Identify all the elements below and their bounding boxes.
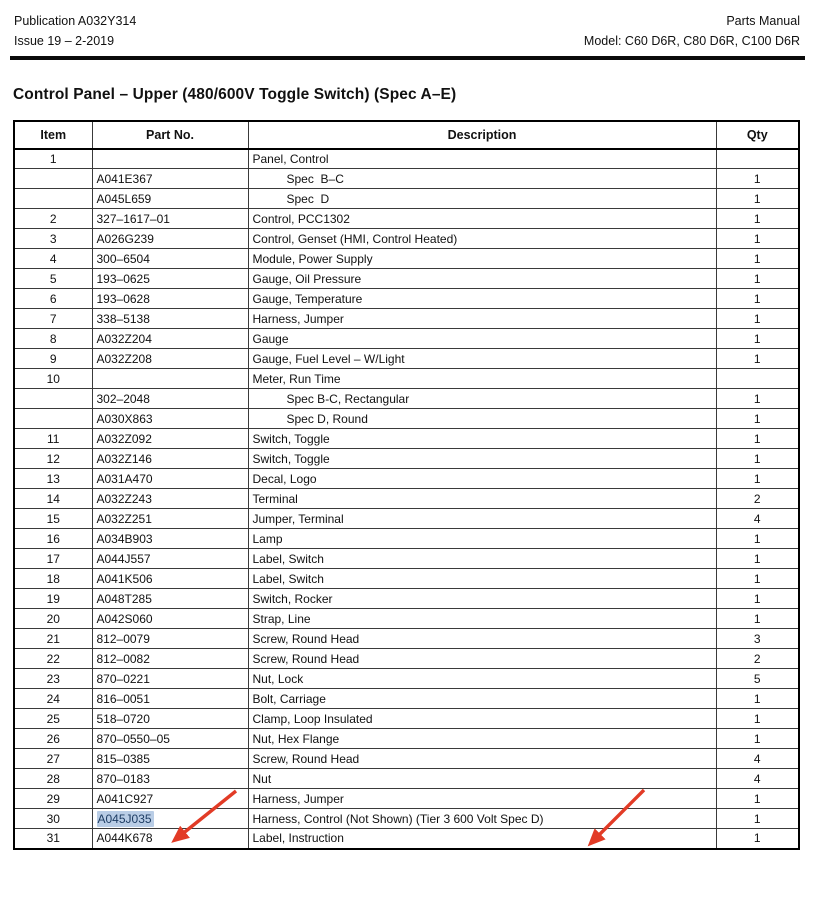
description-cell: Panel, Control [248,149,716,169]
table-row [14,629,799,649]
table-row [14,529,799,549]
table-row [14,689,799,709]
description-cell: Bolt, Carriage [248,689,716,709]
qty-cell: 1 [716,569,799,589]
qty-cell: 2 [716,649,799,669]
part-no-cell: 300–6504 [92,249,248,269]
issue-line: Issue 19 – 2-2019 [14,34,115,48]
page-header [0,0,815,51]
description-cell: Label, Instruction [248,829,716,849]
col-header-qty: Qty [716,121,799,149]
description-cell: Decal, Logo [248,469,716,489]
qty-cell: 4 [716,769,799,789]
qty-cell: 1 [716,269,799,289]
table-row [14,289,799,309]
qty-cell: 1 [716,249,799,269]
item-cell [14,169,92,189]
part-no-cell: 302–2048 [92,389,248,409]
part-no-cell: A034B903 [92,529,248,549]
qty-cell: 1 [716,689,799,709]
qty-cell: 1 [716,289,799,309]
description-cell: Gauge, Oil Pressure [248,269,716,289]
part-no-cell: 812–0082 [92,649,248,669]
item-cell [14,189,92,209]
qty-cell: 1 [716,829,799,849]
part-no-cell [92,149,248,169]
description-cell: Lamp [248,529,716,549]
table-row [14,329,799,349]
table-row [14,149,799,169]
description-cell: Switch, Rocker [248,589,716,609]
part-no-cell: 816–0051 [92,689,248,709]
header-left [14,11,136,51]
qty-cell: 1 [716,469,799,489]
qty-cell: 1 [716,409,799,429]
part-no-cell: 815–0385 [92,749,248,769]
description-cell: Spec B–C [248,169,716,189]
col-header-description: Description [248,121,716,149]
part-no-cell [92,809,248,829]
table-row [14,249,799,269]
table-row [14,309,799,329]
publication-line: Publication A032Y314 [14,14,137,28]
header-divider [10,56,805,60]
part-no-cell: A032Z243 [92,489,248,509]
item-cell: 13 [14,469,92,489]
parts-table [13,120,800,850]
description-cell: Module, Power Supply [248,249,716,269]
item-cell: 18 [14,569,92,589]
item-cell: 8 [14,329,92,349]
part-no-cell: A026G239 [92,229,248,249]
table-row [14,469,799,489]
item-cell: 17 [14,549,92,569]
part-no-cell: A032Z251 [92,509,248,529]
header-right [584,11,800,51]
table-row [14,649,799,669]
part-no-cell: A030X863 [92,409,248,429]
table-row [14,729,799,749]
table-row [14,209,799,229]
part-no-cell: A041C927 [92,789,248,809]
table-row [14,809,799,829]
item-cell: 25 [14,709,92,729]
description-cell: Nut [248,769,716,789]
part-no-cell: 327–1617–01 [92,209,248,229]
description-cell: Label, Switch [248,569,716,589]
qty-cell: 1 [716,209,799,229]
description-cell: Control, Genset (HMI, Control Heated) [248,229,716,249]
item-cell: 24 [14,689,92,709]
item-cell: 14 [14,489,92,509]
table-row [14,449,799,469]
item-cell: 1 [14,149,92,169]
description-cell: Strap, Line [248,609,716,629]
qty-cell [716,149,799,169]
qty-cell: 1 [716,729,799,749]
part-no-cell: A032Z092 [92,429,248,449]
qty-cell: 1 [716,789,799,809]
part-no-cell: 870–0221 [92,669,248,689]
part-no-cell: A032Z208 [92,349,248,369]
part-no-cell: A032Z204 [92,329,248,349]
item-cell: 30 [14,809,92,829]
description-cell: Switch, Toggle [248,429,716,449]
description-cell: Harness, Jumper [248,309,716,329]
part-no-cell: A044J557 [92,549,248,569]
qty-cell: 1 [716,709,799,729]
table-row [14,349,799,369]
item-cell: 27 [14,749,92,769]
part-no-cell: 870–0550–05 [92,729,248,749]
description-cell: Gauge, Temperature [248,289,716,309]
part-no-cell: 193–0628 [92,289,248,309]
description-cell: Control, PCC1302 [248,209,716,229]
item-cell: 11 [14,429,92,449]
qty-cell: 4 [716,749,799,769]
description-cell: Nut, Lock [248,669,716,689]
item-cell: 29 [14,789,92,809]
part-no-cell: A031A470 [92,469,248,489]
item-cell: 3 [14,229,92,249]
table-row [14,569,799,589]
table-row [14,789,799,809]
description-cell: Jumper, Terminal [248,509,716,529]
item-cell: 16 [14,529,92,549]
table-row [14,829,799,849]
model-line: Model: C60 D6R, C80 D6R, C100 D6R [583,34,800,48]
item-cell: 5 [14,269,92,289]
description-cell: Harness, Jumper [248,789,716,809]
description-cell: Switch, Toggle [248,449,716,469]
qty-cell: 1 [716,609,799,629]
table-row [14,169,799,189]
description-cell: Clamp, Loop Insulated [248,709,716,729]
item-cell: 31 [14,829,92,849]
description-cell: Terminal [248,489,716,509]
highlighted-part-number[interactable]: A045J035 [97,811,152,826]
item-cell [14,409,92,429]
item-cell: 15 [14,509,92,529]
table-row [14,429,799,449]
item-cell: 2 [14,209,92,229]
item-cell: 12 [14,449,92,469]
part-no-cell: 338–5138 [92,309,248,329]
part-no-cell: A044K678 [92,829,248,849]
part-no-cell: 193–0625 [92,269,248,289]
manual-type-line: Parts Manual [726,14,800,28]
table-row [14,549,799,569]
part-no-cell: A042S060 [92,609,248,629]
qty-cell: 1 [716,349,799,369]
table-row [14,229,799,249]
description-cell: Harness, Control (Not Shown) (Tier 3 600 Volt Spec D) [248,809,716,829]
item-cell: 4 [14,249,92,269]
qty-cell: 1 [716,389,799,409]
qty-cell: 1 [716,549,799,569]
qty-cell: 1 [716,229,799,249]
table-row [14,369,799,389]
table-row [14,389,799,409]
item-cell: 28 [14,769,92,789]
description-cell: Screw, Round Head [248,749,716,769]
qty-cell: 1 [716,809,799,829]
table-row [14,489,799,509]
description-cell: Nut, Hex Flange [248,729,716,749]
table-row [14,749,799,769]
qty-cell: 1 [716,189,799,209]
table-row [14,769,799,789]
item-cell: 21 [14,629,92,649]
part-no-cell: 870–0183 [92,769,248,789]
part-no-cell [92,369,248,389]
item-cell: 19 [14,589,92,609]
item-cell: 20 [14,609,92,629]
qty-cell: 3 [716,629,799,649]
part-no-cell: A032Z146 [92,449,248,469]
col-header-part-no: Part No. [92,121,248,149]
qty-cell: 1 [716,309,799,329]
item-cell [14,389,92,409]
col-header-item: Item [14,121,92,149]
table-row [14,269,799,289]
description-cell: Label, Switch [248,549,716,569]
table-row [14,589,799,609]
part-no-cell: 518–0720 [92,709,248,729]
table-row [14,609,799,629]
item-cell: 10 [14,369,92,389]
qty-cell: 1 [716,329,799,349]
item-cell: 22 [14,649,92,669]
qty-cell: 1 [716,449,799,469]
item-cell: 9 [14,349,92,369]
header-row [14,121,799,149]
part-no-cell: 812–0079 [92,629,248,649]
table-row [14,669,799,689]
part-no-cell: A048T285 [92,589,248,609]
parts-table-header [14,121,799,149]
item-cell: 6 [14,289,92,309]
item-cell: 23 [14,669,92,689]
qty-cell: 4 [716,509,799,529]
part-no-cell: A041K506 [92,569,248,589]
page-title: Control Panel – Upper (480/600V Toggle Switch) (Spec A–E) [13,85,457,103]
description-cell: Screw, Round Head [248,629,716,649]
table-row [14,709,799,729]
description-cell: Spec D [248,189,716,209]
qty-cell: 5 [716,669,799,689]
table-row [14,189,799,209]
qty-cell: 1 [716,529,799,549]
qty-cell: 2 [716,489,799,509]
qty-cell: 1 [716,589,799,609]
item-cell: 26 [14,729,92,749]
part-no-cell: A041E367 [92,169,248,189]
description-cell: Spec B-C, Rectangular [248,389,716,409]
description-cell: Gauge [248,329,716,349]
part-no-cell: A045L659 [92,189,248,209]
table-row [14,509,799,529]
parts-table-body [14,149,799,849]
item-cell: 7 [14,309,92,329]
description-cell: Screw, Round Head [248,649,716,669]
table-row [14,409,799,429]
qty-cell: 1 [716,169,799,189]
description-cell: Spec D, Round [248,409,716,429]
description-cell: Meter, Run Time [248,369,716,389]
qty-cell [716,369,799,389]
qty-cell: 1 [716,429,799,449]
description-cell: Gauge, Fuel Level – W/Light [248,349,716,369]
